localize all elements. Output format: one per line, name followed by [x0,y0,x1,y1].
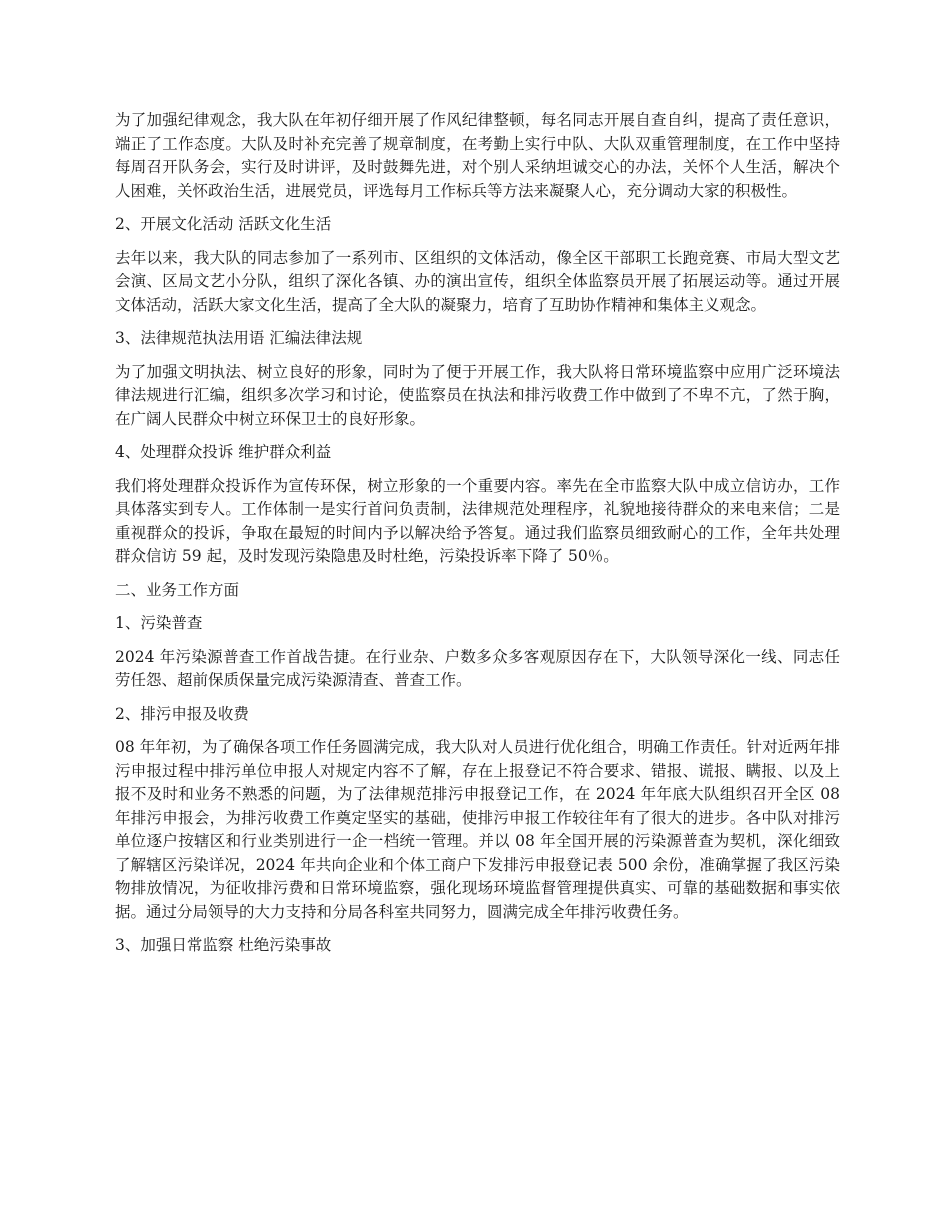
heading-daily-supervision: 3、加强日常监察 杜绝污染事故 [115,936,332,954]
paragraph-discharge-declaration: 08 年年初，为了确保各项工作任务圆满完成，我大队对人员进行优化组合，明确工作责任。针对近两年排污申报过程中排污单位申报人对规定内容不了解，存在上报登记不符合要求、错报、谎报、瞒报、以及上报不及时和业务不熟悉的问题，为了法律规范排污申报登记工作，在 2024 年年底大队组织召开全区 08 年排污申报会，为排污收费工作奠定坚实的基础，使排污申报工作较往年有了很大的进步。各中队对排污单位逐户按辖区和行业类别进行一企一档统一管理。并以 08 年全国开展的污染源普查为契机，深化细致了解辖区污染详况，2024 年共向企业和个体工商户下发排污申报登记表 500 余份，准确掌握了我区污染物排放情况，为征收排污费和日常环境监察，强化现场环境监督管理提供真实、可靠的基础数据和事实依据。通过分局领导的大力支持和分局各科室共同努力，圆满完成全年排污收费任务。 [115,738,840,921]
paragraph-public-complaints: 我们将处理群众投诉作为宣传环保，树立形象的一个重要内容。率先在全市监察大队中成立信访办，工作具体落实到专人。工作体制一是实行首问负责制，法律规范处理程序，礼貌地接待群众的来电来信；二是重视群众的投诉，争取在最短的时间内予以解决给予答复。通过我们监察员细致耐心的工作，全年共处理群众信访 59 起，及时发现污染隐患及时杜绝，污染投诉率下降了 50％。 [115,476,840,565]
paragraph-discipline: 为了加强纪律观念，我大队在年初仔细开展了作风纪律整顿，每名同志开展自查自纠，提高了责任意识，端正了工作态度。大队及时补充完善了规章制度，在考勤上实行中队、大队双重管理制度，在工作中坚持每周召开队务会，实行及时讲评，及时鼓舞先进，对个别人采纳坦诚交心的办法，关怀个人生活，解决个人困难，关怀政治生活，进展党员，评选每月工作标兵等方法来凝聚人心，充分调动大家的积极性。 [115,111,840,200]
document-page [115,109,840,968]
heading-law-enforcement-language: 3、法律规范执法用语 汇编法律法规 [115,329,363,347]
paragraph-culture-activities: 去年以来，我大队的同志参加了一系列市、区组织的文体活动，像全区干部职工长跑竞赛、市局大型文艺会演、区局文艺小分队，组织了深化各镇、办的演出宣传，组织全体监察员开展了拓展运动等。通过开展文体活动，活跃大家文化生活，提高了全大队的凝聚力，培育了互助协作精神和集体主义观念。 [115,248,840,314]
paragraph-law-enforcement-language: 为了加强文明执法、树立良好的形象，同时为了便于开展工作，我大队将日常环境监察中应用广泛环境法律法规进行汇编，组织多次学习和讨论，使监察员在执法和排污收费工作中做到了不卑不亢，了然于胸，在广阔人民群众中树立环保卫士的良好形象。 [115,362,840,428]
heading-business-work: 二、业务工作方面 [115,580,240,599]
paragraph-pollution-survey: 2024 年污染源普查工作首战告捷。在行业杂、户数多众多客观原因存在下，大队领导深化一线、同志任劳任怨、超前保质保量完成污染源清查、普查工作。 [115,647,840,689]
heading-public-complaints: 4、处理群众投诉 维护群众利益 [115,443,332,461]
heading-pollution-survey: 1、污染普查 [115,614,203,632]
heading-culture-activities: 2、开展文化活动 活跃文化生活 [115,215,332,233]
heading-discharge-declaration: 2、排污申报及收费 [115,704,249,723]
